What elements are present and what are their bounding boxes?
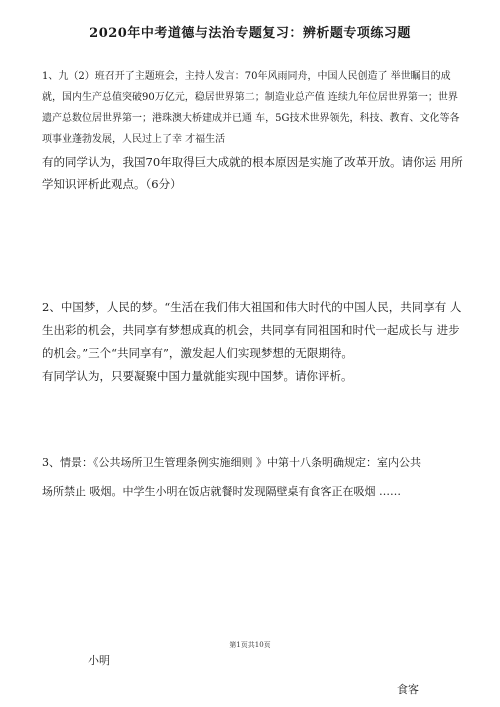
q2-line-2: 生出彩的机会，共同享有梦想成真的机会，共同享有同祖国和时代一起成长与 进步 (42, 323, 460, 337)
q3-line-1: 3、情景：《公共场所卫生管理条例实施细则 》中第十八条明确规定：室内公共 (42, 456, 421, 469)
q1-line-1: 1、九（2）班召开了主题班会，主持人发言：70年风雨同舟，中国人民创造了 举世瞩目的成 (42, 71, 451, 82)
q1-line-5: 有的同学认为，我国70年取得巨大成就的根本原因是实施了改革开放。请你运 用所 (42, 155, 463, 169)
q2-line-4: 有同学认为，只要凝聚中国力量就能实现中国梦。请你评析。 (42, 369, 353, 383)
q3-line-2: 场所禁止 吸烟。中学生小明在饭店就餐时发现隔壁桌有食客正在吸烟 …… (42, 485, 401, 498)
q1-line-6: 学知识评析此观点。（6分） (42, 177, 182, 191)
q2-line-3: 的机会。”三个“共同享有”，激发起人们实现梦想的无限期待。 (42, 346, 353, 360)
page-title: 2020年中考道德与法治专题复习：辨析题专项练习题 (89, 26, 411, 41)
q2-line-1: 2、中国梦，人民的梦。“生活在我们伟大祖国和伟大时代的中国人民，共同享有 人 (42, 300, 462, 314)
label-xiaoming: 小明 (88, 654, 110, 667)
page-number: 第1页共10页 (229, 641, 271, 649)
q1-line-3: 遗产总数位居世界第一；港珠澳大桥建成并已通 车，5G技术世界领先，科技、教育、文化等各 (42, 113, 460, 124)
q1-line-4: 项事业蓬勃发展，人民过上了幸 才福生活 (42, 134, 226, 145)
label-diner: 食客 (397, 683, 419, 696)
q1-line-2: 就，国内生产总值突破90万亿元，稳居世界第二；制造业总产值 连续九年位居世界第一；世界 (42, 92, 458, 103)
